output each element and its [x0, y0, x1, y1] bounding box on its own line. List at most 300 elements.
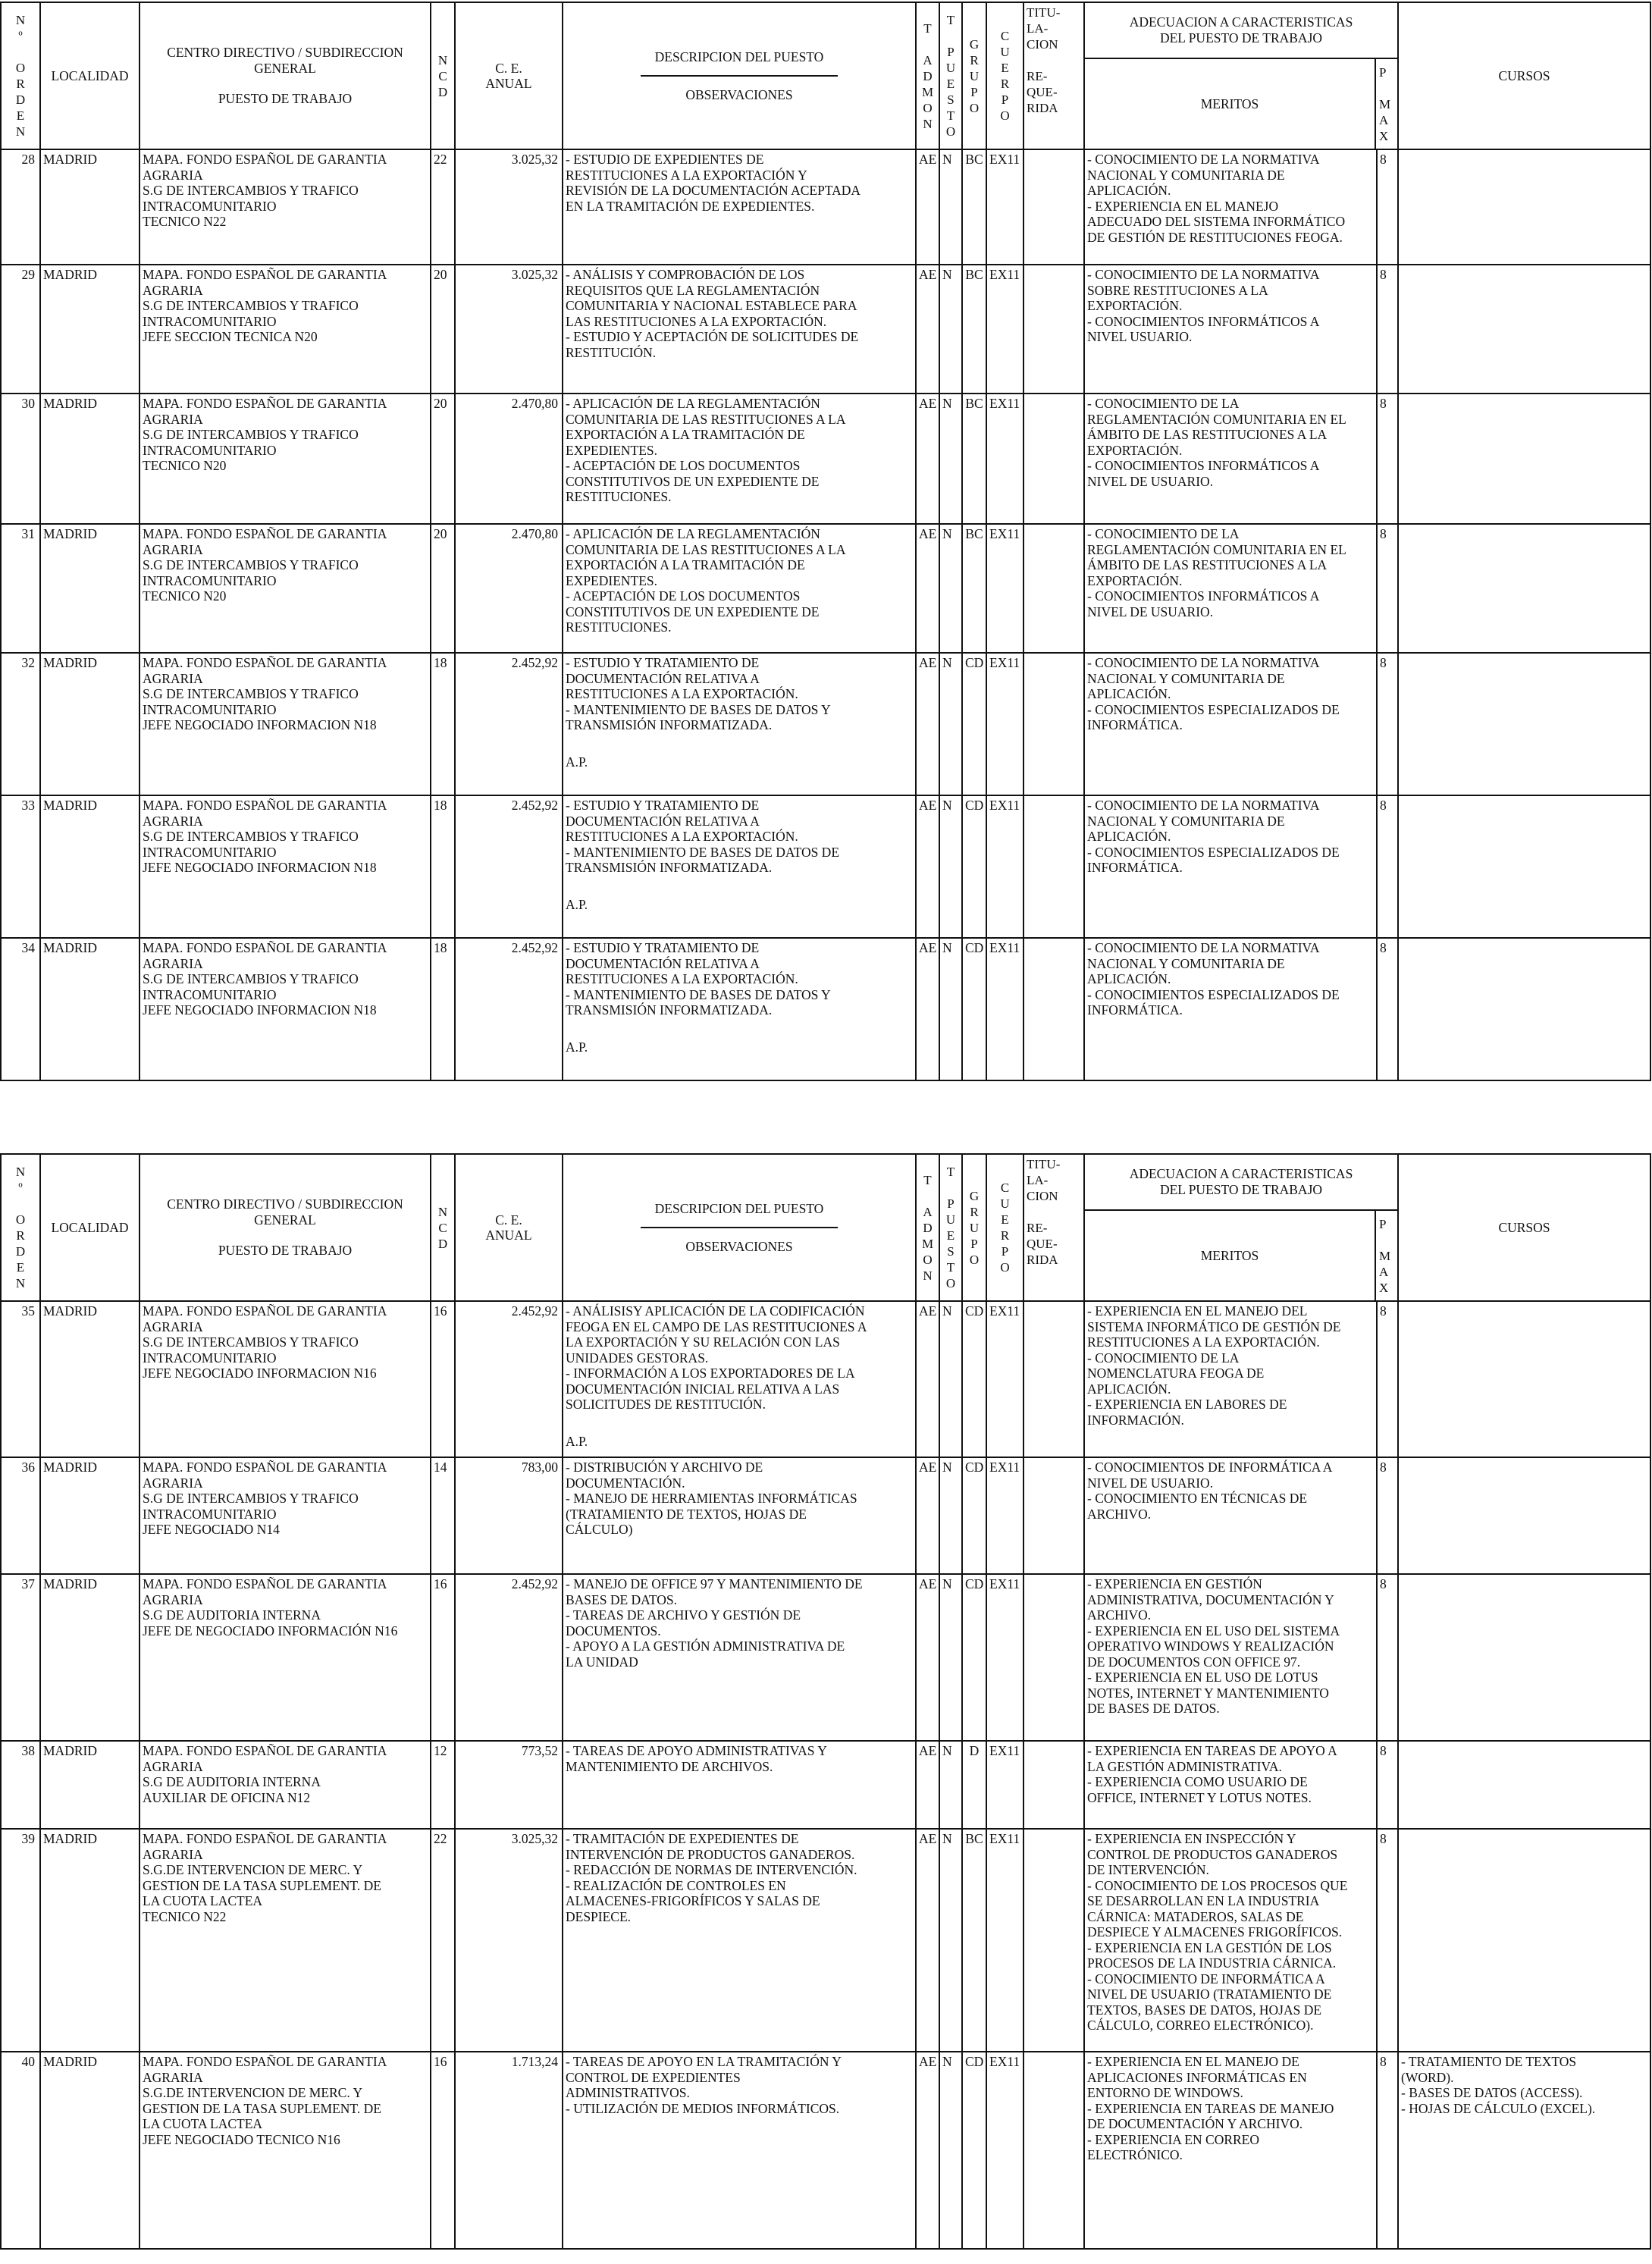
- pmax-value: 8: [1380, 655, 1387, 670]
- tpuesto-cell: [939, 524, 962, 653]
- cursos-cell: [1398, 938, 1650, 1080]
- cuerpo-value: EX11: [989, 267, 1020, 282]
- header-grupo-text-char: O: [969, 1252, 980, 1267]
- descripcion-line: ALMACENES-FRIGORÍFICOS Y SALAS DE: [566, 1893, 820, 1908]
- descripcion-line: - TRAMITACIÓN DE EXPEDIENTES DE: [566, 1831, 799, 1846]
- centro-cell: [139, 1457, 431, 1574]
- meritos-line: ENTORNO DE WINDOWS.: [1087, 2085, 1243, 2100]
- cuerpo-cell: [986, 1301, 1023, 1457]
- meritos-line: ARCHIVO.: [1087, 1607, 1152, 1623]
- cuerpo-value: EX11: [989, 798, 1020, 813]
- meritos-line: - CONOCIMIENTO DE LA: [1087, 1350, 1240, 1366]
- table-row: [1, 938, 1650, 1080]
- descripcion-line: EXPORTACIÓN A LA TRAMITACIÓN DE: [566, 427, 805, 442]
- header-tadmon: [916, 1154, 939, 1301]
- header-tadmon-text-char: A: [923, 52, 933, 67]
- descripcion-line: DOCUMENTACIÓN INICIAL RELATIVA A LAS: [566, 1381, 840, 1397]
- centro-cell: [139, 1301, 431, 1457]
- meritos-line: - EXPERIENCIA EN EL MANEJO DE: [1087, 2054, 1299, 2069]
- descripcion-cell: [563, 149, 916, 265]
- tadmon-cell: [916, 394, 939, 524]
- tpuesto-value: N: [942, 940, 952, 955]
- header-grupo-text-char: O: [969, 100, 980, 115]
- header-titulacion-line: TITU-: [1027, 1157, 1061, 1171]
- descripcion-line: COMUNITARIA DE LAS RESTITUCIONES A LA: [566, 411, 846, 427]
- orden-number: 28: [21, 152, 35, 167]
- tadmon-cell: [916, 1829, 939, 2052]
- descripcion-line: RESTITUCIONES A LA EXPORTACIÓN.: [566, 971, 798, 986]
- meritos-line: - CONOCIMIENTOS INFORMÁTICOS A: [1087, 313, 1320, 329]
- centro-line: LA CUOTA LACTEA: [143, 2116, 263, 2131]
- header-cuerpo-text-char: E: [1001, 61, 1009, 75]
- meritos-line: APLICACIÓN.: [1087, 686, 1171, 701]
- table-row: [1, 1457, 1650, 1574]
- meritos-cell: [1084, 265, 1377, 394]
- tadmon-cell: [916, 1457, 939, 1574]
- cuerpo-value: EX11: [989, 1743, 1020, 1758]
- meritos-line: NIVEL DE USUARIO.: [1087, 1475, 1214, 1491]
- descripcion-cell: [563, 653, 916, 795]
- orden-number: 38: [21, 1743, 35, 1758]
- meritos-line: LA GESTIÓN ADMINISTRATIVA.: [1087, 1758, 1282, 1774]
- header-adecuacion: [1084, 2, 1398, 149]
- header-descripcion-text: DESCRIPCION DEL PUESTO: [654, 49, 824, 64]
- orden-cell: [1, 1301, 40, 1457]
- meritos-line: APLICACIÓN.: [1087, 829, 1171, 844]
- centro-line: INTRACOMUNITARIO: [143, 198, 277, 214]
- descripcion-line: EXPEDIENTES.: [566, 442, 658, 458]
- grupo-cell: [962, 1301, 986, 1457]
- tadmon-cell: [916, 1741, 939, 1829]
- descripcion-line: TRANSMISIÓN INFORMATIZADA.: [566, 717, 773, 732]
- meritos-line: NACIONAL Y COMUNITARIA DE: [1087, 955, 1285, 971]
- orden-number: 39: [21, 1831, 35, 1846]
- rpt-table: [0, 1153, 1651, 2250]
- localidad-value: MADRID: [43, 152, 97, 167]
- meritos-line: EXPORTACIÓN.: [1087, 442, 1183, 458]
- table-row: [1, 265, 1650, 394]
- centro-cell: [139, 1741, 431, 1829]
- cursos-cell: [1398, 1829, 1650, 2052]
- ce-cell: [455, 795, 563, 938]
- descripcion-cell: [563, 265, 916, 394]
- tadmon-value: AE: [919, 2054, 937, 2069]
- orden-cell: [1, 1829, 40, 2052]
- header-orden-text-char: N: [15, 1165, 26, 1179]
- header-pmax-char: P: [1379, 1216, 1387, 1231]
- header-localidad: [40, 2, 139, 149]
- tpuesto-cell: [939, 1301, 962, 1457]
- tadmon-value: AE: [919, 798, 937, 813]
- tadmon-value: AE: [919, 1460, 937, 1475]
- ce-value: 783,00: [521, 1460, 558, 1475]
- meritos-line: NOTES, INTERNET Y MANTENIMIENTO: [1087, 1685, 1329, 1701]
- cuerpo-value: EX11: [989, 2054, 1020, 2069]
- header-tadmon: [916, 2, 939, 149]
- tpuesto-cell: [939, 1829, 962, 2052]
- centro-line: INTRACOMUNITARIO: [143, 1506, 277, 1522]
- descripcion-line: - UTILIZACIÓN DE MEDIOS INFORMÁTICOS.: [566, 2100, 840, 2116]
- header-tpuesto: [939, 2, 962, 149]
- ncd-cell: [431, 653, 455, 795]
- descripcion-line: - ACEPTACIÓN DE LOS DOCUMENTOS: [566, 458, 801, 473]
- header-grupo: [962, 1154, 986, 1301]
- descripcion-line: - MANTENIMIENTO DE BASES DE DATOS DE: [566, 844, 840, 860]
- cursos-cell: [1398, 2052, 1650, 2249]
- meritos-line: RESTITUCIONES A LA EXPORTACIÓN.: [1087, 1334, 1320, 1350]
- orden-number: 40: [21, 2054, 35, 2069]
- centro-line: S.G DE INTERCAMBIOS Y TRAFICO: [143, 427, 359, 442]
- header-tadmon-text-char: D: [923, 68, 933, 83]
- meritos-line: - CONOCIMIENTO DE LA NORMATIVA: [1087, 152, 1320, 167]
- cursos-cell: [1398, 795, 1650, 938]
- meritos-line: CONTROL DE PRODUCTOS GANADEROS: [1087, 1846, 1338, 1862]
- cuerpo-cell: [986, 1741, 1023, 1829]
- orden-cell: [1, 265, 40, 394]
- localidad-cell: [40, 795, 139, 938]
- descripcion-line: FEOGA EN EL CAMPO DE LAS RESTITUCIONES A: [566, 1319, 867, 1334]
- pmax-cell: [1377, 524, 1398, 653]
- ncd-value: 16: [434, 2054, 447, 2069]
- descripcion-line: RESTITUCIÓN.: [566, 344, 657, 360]
- ce-value: 3.025,32: [511, 152, 558, 167]
- meritos-cell: [1084, 1301, 1377, 1457]
- orden-cell: [1, 795, 40, 938]
- header-row: [1, 1154, 1650, 1301]
- cuerpo-cell: [986, 938, 1023, 1080]
- tpuesto-value: N: [942, 1303, 952, 1319]
- header-orden-text: [2, 1164, 39, 1291]
- header-meritos-text: MERITOS: [1200, 96, 1259, 111]
- descripcion-line: - ESTUDIO Y TRATAMIENTO DE: [566, 655, 760, 670]
- descripcion-line: UNIDADES GESTORAS.: [566, 1350, 709, 1366]
- meritos-line: NIVEL DE USUARIO.: [1087, 604, 1214, 619]
- ce-value: 2.452,92: [511, 1576, 558, 1591]
- meritos-line: - CONOCIMIENTO DE LA: [1087, 396, 1240, 411]
- header-cuerpo-text-char: P: [1001, 1244, 1009, 1259]
- ncd-value: 16: [434, 1303, 447, 1319]
- header-titulacion-line: [1027, 1204, 1083, 1220]
- centro-line: MAPA. FONDO ESPAÑOL DE GARANTIA: [143, 1460, 387, 1475]
- header-orden-text-char: [19, 1196, 22, 1212]
- descripcion-line: - REALIZACIÓN DE CONTROLES EN: [566, 1877, 786, 1893]
- header-ce: [455, 1154, 563, 1301]
- meritos-line: TEXTOS, BASES DE DATOS, HOJAS DE: [1087, 2002, 1322, 2018]
- descripcion-line: - APLICACIÓN DE LA REGLAMENTACIÓN: [566, 526, 820, 541]
- observaciones-value: A.P.: [566, 1433, 588, 1449]
- header-meritos: [1085, 59, 1375, 149]
- orden-cell: [1, 524, 40, 653]
- titulacion-cell: [1023, 524, 1084, 653]
- ce-cell: [455, 1741, 563, 1829]
- descripcion-line: - ACEPTACIÓN DE LOS DOCUMENTOS: [566, 588, 801, 604]
- pmax-value: 8: [1380, 1460, 1387, 1475]
- localidad-cell: [40, 1741, 139, 1829]
- descripcion-cell: [563, 1741, 916, 1829]
- orden-number: 37: [21, 1576, 35, 1591]
- page-2-table-block: [0, 1153, 1652, 2250]
- descripcion-line: DOCUMENTACIÓN RELATIVA A: [566, 955, 760, 971]
- observaciones-gap: [566, 876, 913, 897]
- descripcion-line: RESTITUCIONES A LA EXPORTACIÓN Y: [566, 167, 807, 183]
- header-orden-text-char: E: [16, 1260, 25, 1275]
- localidad-cell: [40, 938, 139, 1080]
- header-localidad: [40, 1154, 139, 1301]
- grupo-cell: [962, 653, 986, 795]
- meritos-line: - CONOCIMIENTO DE LOS PROCESOS QUE: [1087, 1877, 1348, 1893]
- meritos-line: INFORMACIÓN.: [1087, 1412, 1184, 1428]
- cursos-line: - HOJAS DE CÁLCULO (EXCEL).: [1401, 2100, 1596, 2116]
- header-titulacion-text: [1024, 3, 1083, 116]
- meritos-line: - EXPERIENCIA EN TAREAS DE MANEJO: [1087, 2100, 1334, 2116]
- descripcion-cell: [563, 795, 916, 938]
- grupo-value: CD: [965, 1303, 984, 1319]
- table-row: [1, 1829, 1650, 2052]
- grupo-cell: [962, 394, 986, 524]
- header-observaciones-text: OBSERVACIONES: [685, 87, 793, 102]
- meritos-line: - CONOCIMIENTO DE LA NORMATIVA: [1087, 655, 1320, 670]
- tpuesto-value: N: [942, 655, 952, 670]
- header-centro-line2: GENERAL: [254, 60, 316, 76]
- localidad-value: MADRID: [43, 940, 97, 955]
- meritos-line: NIVEL USUARIO.: [1087, 329, 1193, 344]
- titulacion-cell: [1023, 1574, 1084, 1741]
- meritos-line: - EXPERIENCIA EN LA GESTIÓN DE LOS: [1087, 1939, 1332, 1955]
- meritos-line: EXPORTACIÓN.: [1087, 298, 1183, 313]
- tadmon-value: AE: [919, 1303, 937, 1319]
- ce-value: 773,52: [521, 1743, 558, 1758]
- meritos-cell: [1084, 1457, 1377, 1574]
- titulacion-cell: [1023, 265, 1084, 394]
- grupo-cell: [962, 265, 986, 394]
- descripcion-cell: [563, 1574, 916, 1741]
- ncd-value: 22: [434, 1831, 447, 1846]
- ce-cell: [455, 265, 563, 394]
- ncd-value: 16: [434, 1576, 447, 1591]
- titulacion-cell: [1023, 938, 1084, 1080]
- orden-cell: [1, 1741, 40, 1829]
- header-orden: [1, 1154, 40, 1301]
- cuerpo-cell: [986, 149, 1023, 265]
- centro-line: JEFE SECCION TECNICA N20: [143, 329, 318, 344]
- descripcion-line: - REDACCIÓN DE NORMAS DE INTERVENCIÓN.: [566, 1862, 857, 1877]
- pmax-cell: [1377, 1301, 1398, 1457]
- header-adecuacion: [1084, 1154, 1398, 1301]
- ce-cell: [455, 149, 563, 265]
- header-orden-text-char: E: [16, 108, 25, 123]
- cuerpo-value: EX11: [989, 655, 1020, 670]
- pmax-value: 8: [1380, 152, 1387, 167]
- header-pmax-text: [1376, 59, 1397, 149]
- tadmon-cell: [916, 149, 939, 265]
- meritos-line: NIVEL DE USUARIO.: [1087, 473, 1214, 489]
- header-cuerpo-text-char: O: [1000, 108, 1010, 123]
- localidad-value: MADRID: [43, 1743, 97, 1758]
- centro-line: JEFE NEGOCIADO TECNICO N16: [143, 2131, 340, 2147]
- pmax-value: 8: [1380, 1831, 1387, 1846]
- header-tadmon-text-char: M: [921, 84, 934, 99]
- meritos-line: CÁRNICA: MATADEROS, SALAS DE: [1087, 1908, 1304, 1924]
- ncd-value: 20: [434, 396, 447, 411]
- descripcion-line: EXPORTACIÓN A LA TRAMITACIÓN DE: [566, 557, 805, 572]
- pmax-value: 8: [1380, 396, 1387, 411]
- descripcion-line: - APOYO A LA GESTIÓN ADMINISTRATIVA DE: [566, 1638, 845, 1654]
- header-tadmon-text-char: O: [923, 100, 933, 115]
- header-tpuesto-text-char: E: [946, 77, 955, 91]
- orden-number: 33: [21, 798, 35, 813]
- pmax-cell: [1377, 394, 1398, 524]
- descripcion-line: COMUNITARIA Y NACIONAL ESTABLECE PARA: [566, 298, 857, 313]
- orden-number: 32: [21, 655, 35, 670]
- tpuesto-value: N: [942, 396, 952, 411]
- grupo-cell: [962, 1457, 986, 1574]
- header-tpuesto-text-char: T: [946, 108, 955, 123]
- ncd-cell: [431, 1829, 455, 2052]
- descripcion-line: LAS RESTITUCIONES A LA EXPORTACIÓN.: [566, 313, 827, 329]
- titulacion-cell: [1023, 1301, 1084, 1457]
- header-tpuesto-text-char: U: [945, 61, 956, 75]
- tpuesto-cell: [939, 265, 962, 394]
- tadmon-value: AE: [919, 396, 937, 411]
- header-cuerpo-text-char: P: [1001, 93, 1009, 107]
- centro-line: INTRACOMUNITARIO: [143, 313, 277, 329]
- meritos-line: ARCHIVO.: [1087, 1506, 1152, 1522]
- cursos-cell: [1398, 265, 1650, 394]
- ncd-cell: [431, 1741, 455, 1829]
- meritos-line: - CONOCIMIENTO DE LA: [1087, 526, 1240, 541]
- header-pmax-char: M: [1379, 1248, 1391, 1263]
- cursos-cell: [1398, 1457, 1650, 1574]
- ncd-cell: [431, 938, 455, 1080]
- localidad-cell: [40, 2052, 139, 2249]
- header-puesto-trabajo: PUESTO DE TRABAJO: [218, 91, 353, 107]
- centro-line: AGRARIA: [143, 813, 203, 829]
- centro-line: AUXILIAR DE OFICINA N12: [143, 1789, 311, 1805]
- centro-line: S.G DE INTERCAMBIOS Y TRAFICO: [143, 1491, 359, 1506]
- cuerpo-value: EX11: [989, 1831, 1020, 1846]
- localidad-cell: [40, 149, 139, 265]
- header-titulacion-line: LA-: [1027, 1173, 1049, 1187]
- localidad-value: MADRID: [43, 1460, 97, 1475]
- centro-line: INTRACOMUNITARIO: [143, 442, 277, 458]
- centro-line: INTRACOMUNITARIO: [143, 986, 277, 1002]
- cuerpo-value: EX11: [989, 1460, 1020, 1475]
- descripcion-line: EXPEDIENTES.: [566, 572, 658, 588]
- meritos-line: INFORMÁTICA.: [1087, 717, 1183, 732]
- localidad-value: MADRID: [43, 396, 97, 411]
- ce-cell: [455, 1457, 563, 1574]
- header-ncd-text: [431, 52, 454, 100]
- centro-line: TECNICO N22: [143, 214, 227, 229]
- descripcion-line: - ESTUDIO Y TRATAMIENTO DE: [566, 940, 760, 955]
- ncd-cell: [431, 524, 455, 653]
- header-orden-text-char: N: [15, 13, 26, 27]
- meritos-line: DE DOCUMENTACIÓN Y ARCHIVO.: [1087, 2116, 1303, 2131]
- header-ncd: [431, 1154, 455, 1301]
- descripcion-line: BASES DE DATOS.: [566, 1591, 677, 1607]
- header-centro-line2: GENERAL: [254, 1212, 316, 1228]
- centro-line: TECNICO N22: [143, 1908, 227, 1924]
- header-orden-text-char: D: [15, 93, 26, 107]
- cursos-cell: [1398, 149, 1650, 265]
- cursos-cell: [1398, 653, 1650, 795]
- tadmon-value: AE: [919, 1576, 937, 1591]
- meritos-line: - CONOCIMIENTOS ESPECIALIZADOS DE: [1087, 986, 1340, 1002]
- tadmon-value: AE: [919, 655, 937, 670]
- header-grupo-text: [963, 1188, 986, 1268]
- header-meritos: [1085, 1211, 1375, 1300]
- header-titulacion-line: RE-: [1027, 1221, 1048, 1235]
- pmax-value: 8: [1380, 798, 1387, 813]
- centro-line: GESTION DE LA TASA SUPLEMENT. DE: [143, 1877, 381, 1893]
- grupo-cell: [962, 1574, 986, 1741]
- descripcion-line: DOCUMENTACIÓN.: [566, 1475, 685, 1491]
- tpuesto-value: N: [942, 526, 952, 541]
- header-adecuacion-sub: [1085, 1211, 1397, 1300]
- cuerpo-cell: [986, 2052, 1023, 2249]
- header-cuerpo-text-char: E: [1001, 1212, 1009, 1227]
- grupo-cell: [962, 938, 986, 1080]
- header-cuerpo: [986, 2, 1023, 149]
- descripcion-line: RESTITUCIONES.: [566, 619, 672, 635]
- meritos-cell: [1084, 1574, 1377, 1741]
- ncd-value: 18: [434, 798, 447, 813]
- header-descripcion: [563, 2, 916, 149]
- descripcion-line: REVISIÓN DE LA DOCUMENTACIÓN ACEPTADA: [566, 183, 860, 198]
- header-tpuesto-text-char: T: [946, 13, 955, 27]
- centro-line: JEFE NEGOCIADO INFORMACION N18: [143, 717, 377, 732]
- tpuesto-value: N: [942, 798, 952, 813]
- header-meritos-text: MERITOS: [1200, 1247, 1259, 1263]
- orden-cell: [1, 938, 40, 1080]
- localidad-cell: [40, 653, 139, 795]
- ce-value: 2.452,92: [511, 1303, 558, 1319]
- header-orden-text-char: º: [18, 29, 23, 43]
- header-pmax-char: X: [1379, 1280, 1389, 1295]
- descripcion-line: TRANSMISIÓN INFORMATIZADA.: [566, 860, 773, 875]
- descripcion-line: - MANEJO DE HERRAMIENTAS INFORMÁTICAS: [566, 1491, 857, 1506]
- observaciones-gap: [566, 733, 913, 754]
- tpuesto-cell: [939, 1457, 962, 1574]
- meritos-cell: [1084, 795, 1377, 938]
- tadmon-cell: [916, 795, 939, 938]
- descripcion-line: CONSTITUTIVOS DE UN EXPEDIENTE DE: [566, 473, 820, 489]
- header-cursos-text: CURSOS: [1498, 67, 1550, 83]
- ncd-cell: [431, 394, 455, 524]
- cursos-cell: [1398, 394, 1650, 524]
- pmax-cell: [1377, 265, 1398, 394]
- ce-cell: [455, 653, 563, 795]
- descripcion-line: - MANEJO DE OFFICE 97 Y MANTENIMIENTO DE: [566, 1576, 863, 1591]
- grupo-value: CD: [965, 2054, 984, 2069]
- grupo-value: CD: [965, 798, 984, 813]
- header-titulacion-line: RIDA: [1027, 1253, 1058, 1267]
- meritos-cell: [1084, 653, 1377, 795]
- centro-line: S.G DE INTERCAMBIOS Y TRAFICO: [143, 686, 359, 701]
- centro-cell: [139, 795, 431, 938]
- cuerpo-cell: [986, 265, 1023, 394]
- ce-cell: [455, 938, 563, 1080]
- centro-line: AGRARIA: [143, 1319, 203, 1334]
- descripcion-line: - ANÁLISISY APLICACIÓN DE LA CODIFICACIÓN: [566, 1303, 865, 1319]
- titulacion-cell: [1023, 795, 1084, 938]
- header-tadmon-text-char: O: [923, 1252, 933, 1267]
- tpuesto-value: N: [942, 1743, 952, 1758]
- header-cuerpo-text-char: R: [1000, 77, 1010, 91]
- centro-cell: [139, 1574, 431, 1741]
- tpuesto-value: N: [942, 1576, 952, 1591]
- header-tpuesto-text-char: P: [947, 45, 955, 59]
